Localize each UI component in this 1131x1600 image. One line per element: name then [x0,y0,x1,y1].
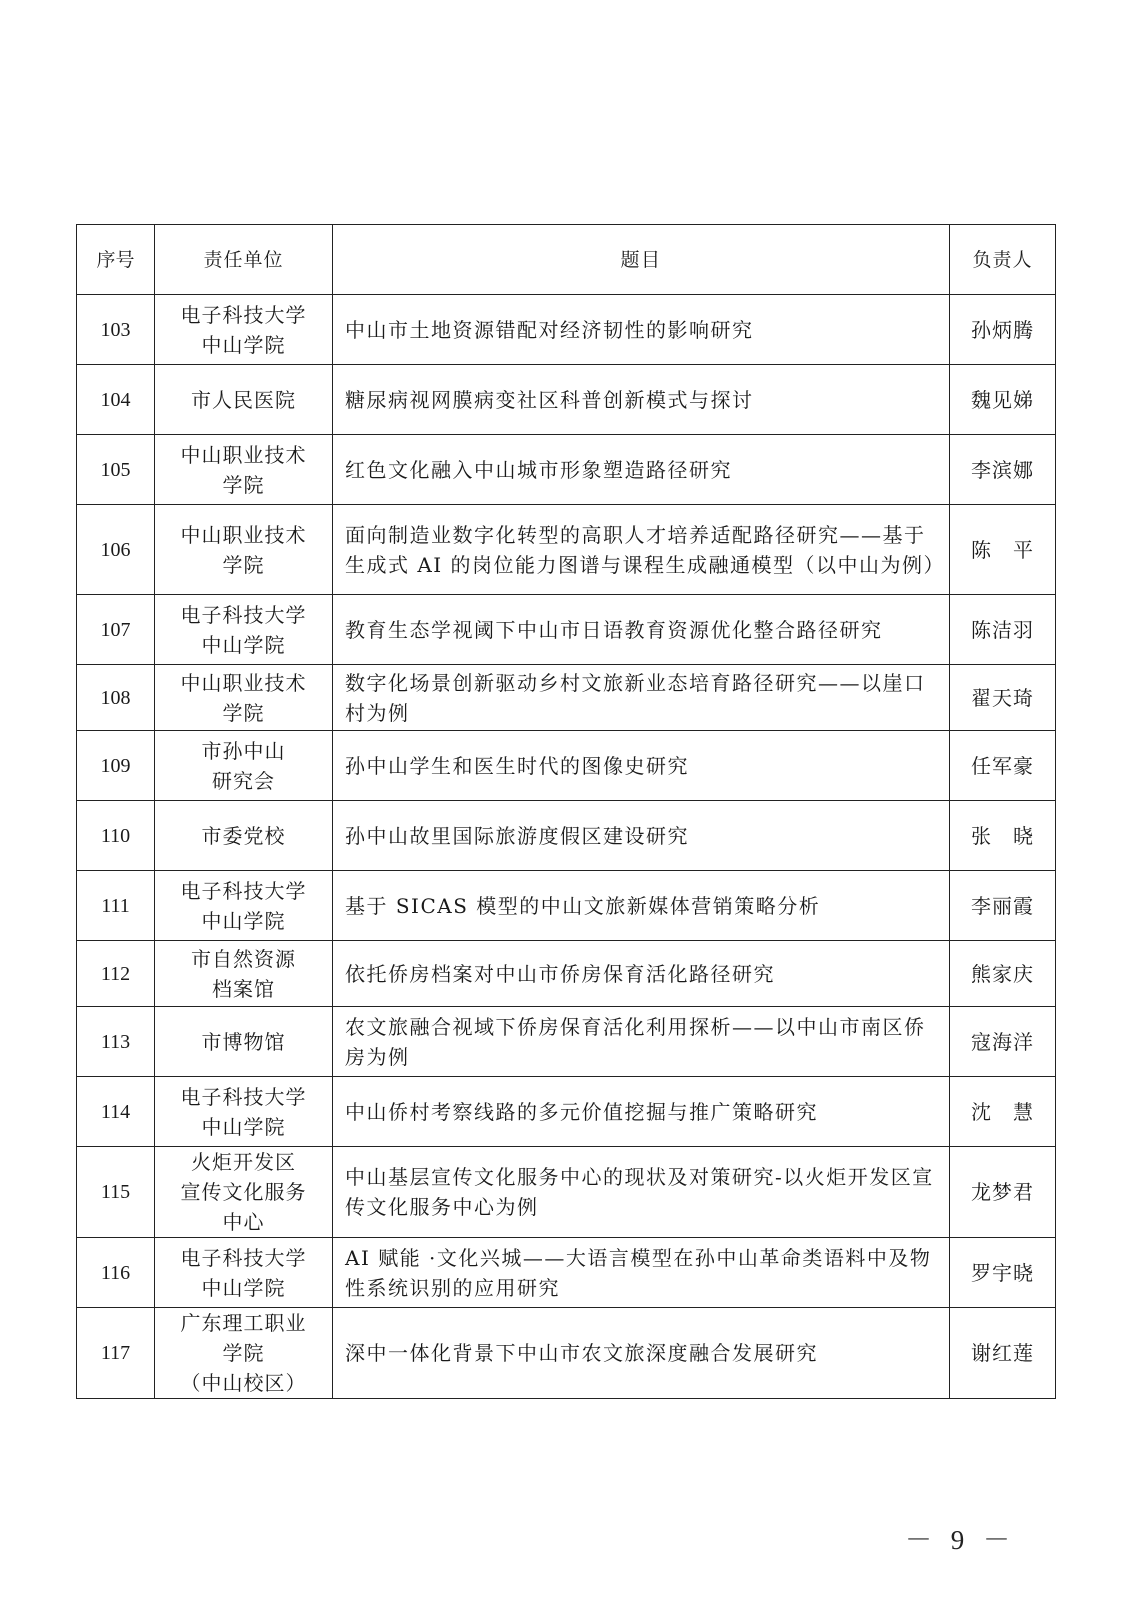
cell-no: 116 [77,1238,155,1308]
cell-lead: 李丽霞 [950,871,1056,941]
table-row [77,595,1056,665]
table-row [77,295,1056,365]
cell-title: 红色文化融入中山城市形象塑造路径研究 [333,435,950,505]
cell-unit: 中山职业技术 学院 [155,435,333,505]
cell-unit: 火炬开发区 宣传文化服务 中心 [155,1147,333,1238]
cell-title: 基于 SICAS 模型的中山文旅新媒体营销策略分析 [333,871,950,941]
project-table [76,224,1056,1399]
cell-title: 糖尿病视网膜病变社区科普创新模式与探讨 [333,365,950,435]
cell-no: 115 [77,1147,155,1238]
cell-title: 面向制造业数字化转型的高职人才培养适配路径研究——基于生成式 AI 的岗位能力图谱与课程生成融通模型（以中山为例） [333,505,950,595]
table-row [77,1308,1056,1399]
cell-unit: 市孙中山 研究会 [155,731,333,801]
table-row [77,801,1056,871]
cell-no: 104 [77,365,155,435]
table-row [77,365,1056,435]
cell-title: 中山侨村考察线路的多元价值挖掘与推广策略研究 [333,1077,950,1147]
cell-no: 113 [77,1007,155,1077]
cell-unit: 电子科技大学 中山学院 [155,595,333,665]
header-lead: 负责人 [950,225,1056,295]
table-row [77,871,1056,941]
header-no: 序号 [77,225,155,295]
cell-title: AI 赋能 ·文化兴城——大语言模型在孙中山革命类语料中及物性系统识别的应用研究 [333,1238,950,1308]
cell-title: 深中一体化背景下中山市农文旅深度融合发展研究 [333,1308,950,1399]
table-row [77,1238,1056,1308]
table-row [77,505,1056,595]
page-number: － 9 － [905,1525,1016,1555]
cell-lead: 熊家庆 [950,941,1056,1007]
cell-unit: 电子科技大学 中山学院 [155,871,333,941]
cell-lead: 孙炳腾 [950,295,1056,365]
cell-no: 114 [77,1077,155,1147]
table-row [77,731,1056,801]
cell-lead: 沈 慧 [950,1077,1056,1147]
cell-title: 教育生态学视阈下中山市日语教育资源优化整合路径研究 [333,595,950,665]
cell-no: 112 [77,941,155,1007]
cell-lead: 陈 平 [950,505,1056,595]
table-row [77,1077,1056,1147]
header-unit: 责任单位 [155,225,333,295]
cell-title: 依托侨房档案对中山市侨房保育活化路径研究 [333,941,950,1007]
cell-no: 111 [77,871,155,941]
table-row [77,665,1056,731]
cell-lead: 寇海洋 [950,1007,1056,1077]
cell-title: 中山市土地资源错配对经济韧性的影响研究 [333,295,950,365]
cell-lead: 陈洁羽 [950,595,1056,665]
cell-lead: 谢红莲 [950,1308,1056,1399]
cell-lead: 李滨娜 [950,435,1056,505]
cell-no: 108 [77,665,155,731]
cell-unit: 市人民医院 [155,365,333,435]
cell-lead: 魏见娣 [950,365,1056,435]
cell-unit: 中山职业技术 学院 [155,505,333,595]
cell-unit: 市委党校 [155,801,333,871]
cell-unit: 广东理工职业 学院 （中山校区） [155,1308,333,1399]
cell-no: 109 [77,731,155,801]
cell-no: 107 [77,595,155,665]
cell-lead: 任军豪 [950,731,1056,801]
cell-title: 农文旅融合视域下侨房保育活化利用探析——以中山市南区侨房为例 [333,1007,950,1077]
table-row [77,1147,1056,1238]
cell-unit: 电子科技大学 中山学院 [155,1238,333,1308]
table-header-row [77,225,1056,295]
cell-unit: 市自然资源 档案馆 [155,941,333,1007]
table-row [77,1007,1056,1077]
cell-unit: 电子科技大学 中山学院 [155,1077,333,1147]
cell-unit: 电子科技大学 中山学院 [155,295,333,365]
cell-no: 103 [77,295,155,365]
header-title: 题目 [333,225,950,295]
cell-lead: 张 晓 [950,801,1056,871]
cell-no: 110 [77,801,155,871]
table-row [77,435,1056,505]
cell-title: 孙中山学生和医生时代的图像史研究 [333,731,950,801]
cell-lead: 龙梦君 [950,1147,1056,1238]
cell-title: 中山基层宣传文化服务中心的现状及对策研究-以火炬开发区宣传文化服务中心为例 [333,1147,950,1238]
cell-lead: 罗宇晓 [950,1238,1056,1308]
cell-unit: 市博物馆 [155,1007,333,1077]
table-row [77,941,1056,1007]
cell-title: 数字化场景创新驱动乡村文旅新业态培育路径研究——以崖口村为例 [333,665,950,731]
cell-no: 117 [77,1308,155,1399]
cell-no: 106 [77,505,155,595]
cell-no: 105 [77,435,155,505]
cell-title: 孙中山故里国际旅游度假区建设研究 [333,801,950,871]
cell-unit: 中山职业技术 学院 [155,665,333,731]
cell-lead: 翟天琦 [950,665,1056,731]
